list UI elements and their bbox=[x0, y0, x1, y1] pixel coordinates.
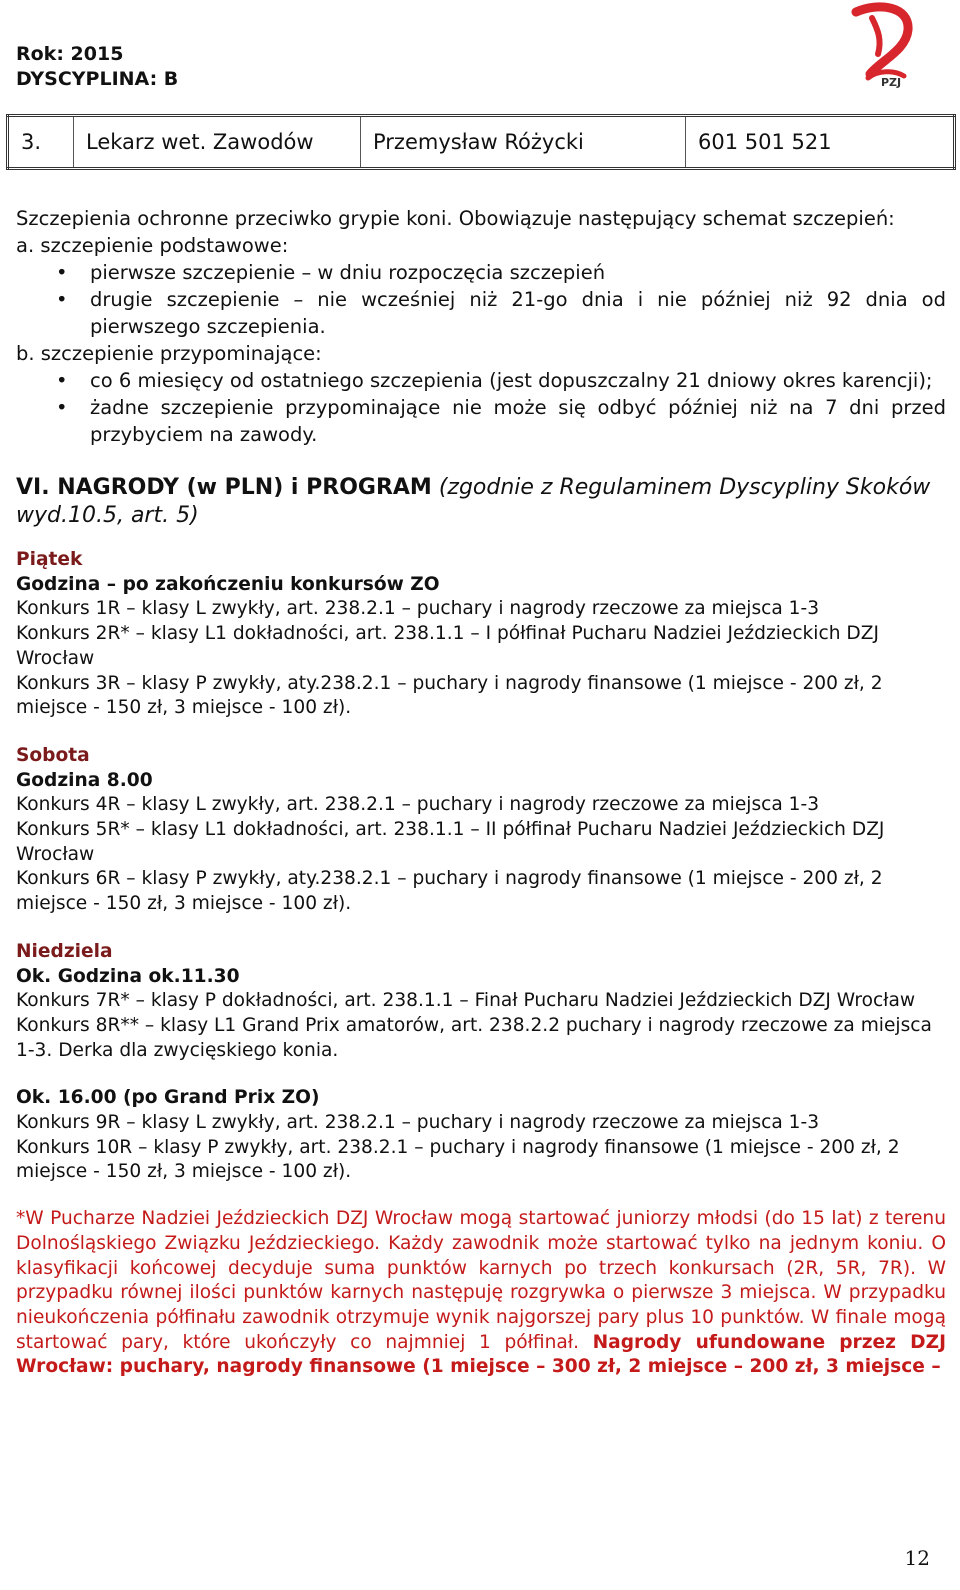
list-item: Konkurs 3R – klasy P zwykły, aty.238.2.1 – puchary i nagrody finansowe (1 miejsce - 200 zł, 2 miejsce - 150 zł, 3 miejsce - 100 zł). bbox=[16, 672, 883, 719]
list-item: • żadne szczepienie przypominające nie może się odbyć później niż na 7 dni przed przybyciem na zawody. bbox=[90, 394, 946, 448]
document-body bbox=[16, 205, 946, 1380]
list-item: • co 6 miesięcy od ostatniego szczepienia (jest dopuszczalny 21 dniowy okres karencji); bbox=[90, 367, 946, 394]
cup-note bbox=[16, 1207, 946, 1380]
sunday-afternoon-hour: Ok. 16.00 (po Grand Prix ZO) bbox=[16, 1087, 320, 1109]
vaccination-basic-list bbox=[16, 259, 946, 340]
name-cell: Przemysław Różycki bbox=[361, 116, 686, 169]
section-heading bbox=[16, 474, 946, 530]
list-item: • pierwsze szczepienie – w dniu rozpoczęcia szczepień bbox=[90, 259, 946, 286]
day-friday: Piątek bbox=[16, 549, 83, 570]
saturday-hour: Godzina 8.00 bbox=[16, 769, 153, 791]
cup-note-text: *W Pucharze Nadziei Jeździeckich DZJ Wrocław mogą startować juniorzy młodsi (do 15 lat) z terenu Dolnośląskiego Związku Jeździeckiego. Każdy zawodnik może startować tylko na jednym koniu. O klasyfikacji końcowej decyduje suma punktów karnych po trzech konkursach (2R, 5R, 7R). W przypadku równej ilości punktów karnych następuję rozgrywka o pierwsze 3 miejsca. W przypadku nieukończenia półfinału zawodnik otrzymuje wynik najgorszej pary plus 10 punktów. W finale mogą startować pary, które ukończyły co najmniej 1 półfinał. bbox=[16, 1208, 946, 1353]
role-cell: Lekarz wet. Zawodów bbox=[74, 116, 361, 169]
pzj-logo bbox=[848, 0, 922, 90]
table-row bbox=[8, 116, 955, 169]
friday-hour: Godzina – po zakończeniu konkursów ZO bbox=[16, 573, 440, 595]
list-item: Konkurs 10R – klasy P zwykły, art. 238.2.1 – puchary i nagrody finansowe (1 miejsce - 200 zł, 2 miejsce - 150 zł, 3 miejsce - 100 zł). bbox=[16, 1136, 900, 1183]
cup-prizes: Nagrody ufundowane przez DZJ Wrocław: puchary, nagrody finansowe (1 miejsce – 300 zł, 2 miejsce – 200 zł, 3 miejsce – bbox=[16, 1331, 946, 1378]
document-header bbox=[16, 42, 178, 92]
vaccination-booster-title: b. szczepienie przypominające: bbox=[16, 342, 322, 365]
contact-table bbox=[6, 114, 956, 170]
list-item: Konkurs 7R* – klasy P dokładności, art. 238.1.1 – Finał Pucharu Nadziei Jeździeckich DZJ Wrocław bbox=[16, 990, 916, 1012]
vaccination-booster-list bbox=[16, 367, 946, 448]
list-item: • drugie szczepienie – nie wcześniej niż 21-go dnia i nie później niż 92 dnia od pierwszego szczepienia. bbox=[90, 286, 946, 340]
list-item: Konkurs 6R – klasy P zwykły, aty.238.2.1 – puchary i nagrody finansowe (1 miejsce - 200 zł, 2 miejsce - 150 zł, 3 miejsce - 100 zł). bbox=[16, 868, 883, 915]
list-item: Konkurs 2R* – klasy L1 dokładności, art. 238.1.1 – I półfinał Pucharu Nadziei Jeździeckich DZJ Wrocław bbox=[16, 623, 879, 669]
program bbox=[16, 548, 946, 1185]
page-number: 12 bbox=[904, 1546, 930, 1570]
list-item: Konkurs 9R – klasy L zwykły, art. 238.2.1 – puchary i nagrody rzeczowe za miejsca 1-3 bbox=[16, 1112, 820, 1134]
discipline-label: DYSCYPLINA: B bbox=[16, 68, 179, 90]
section-title: VI. NAGRODY (w PLN) i PROGRAM bbox=[16, 475, 432, 500]
vaccination-basic-title: a. szczepienie podstawowe: bbox=[16, 234, 289, 257]
year-label: Rok: 2015 bbox=[16, 43, 124, 65]
list-item: Konkurs 4R – klasy L zwykły, art. 238.2.1 – puchary i nagrody rzeczowe za miejsca 1-3 bbox=[16, 794, 820, 816]
list-item: Konkurs 5R* – klasy L1 dokładności, art. 238.1.1 – II półfinał Pucharu Nadziei Jeździeckich DZJ Wrocław bbox=[16, 819, 885, 865]
list-item: Konkurs 1R – klasy L zwykły, art. 238.2.1 – puchary i nagrody rzeczowe za miejsca 1-3 bbox=[16, 598, 820, 620]
logo-text: PZJ bbox=[881, 76, 902, 89]
list-item: Konkurs 8R** – klasy L1 Grand Prix amatorów, art. 238.2.2 puchary i nagrody rzeczowe za miejsca 1-3. Derka dla zwycięskiego konia. bbox=[16, 1014, 932, 1061]
day-saturday: Sobota bbox=[16, 744, 90, 766]
sunday-hour: Ok. Godzina ok.11.30 bbox=[16, 965, 240, 987]
day-sunday: Niedziela bbox=[16, 940, 113, 962]
section-subtitle: (zgodnie z Regulaminem Dyscypliny Skoków wyd.10.5, art. 5) bbox=[16, 475, 931, 528]
vaccination-intro: Szczepienia ochronne przeciwko grypie koni. Obowiązuje następujący schemat szczepień: bbox=[16, 207, 895, 230]
phone-cell: 601 501 521 bbox=[686, 116, 955, 169]
pzj-logo-icon bbox=[848, 0, 922, 90]
row-number: 3. bbox=[8, 116, 74, 169]
